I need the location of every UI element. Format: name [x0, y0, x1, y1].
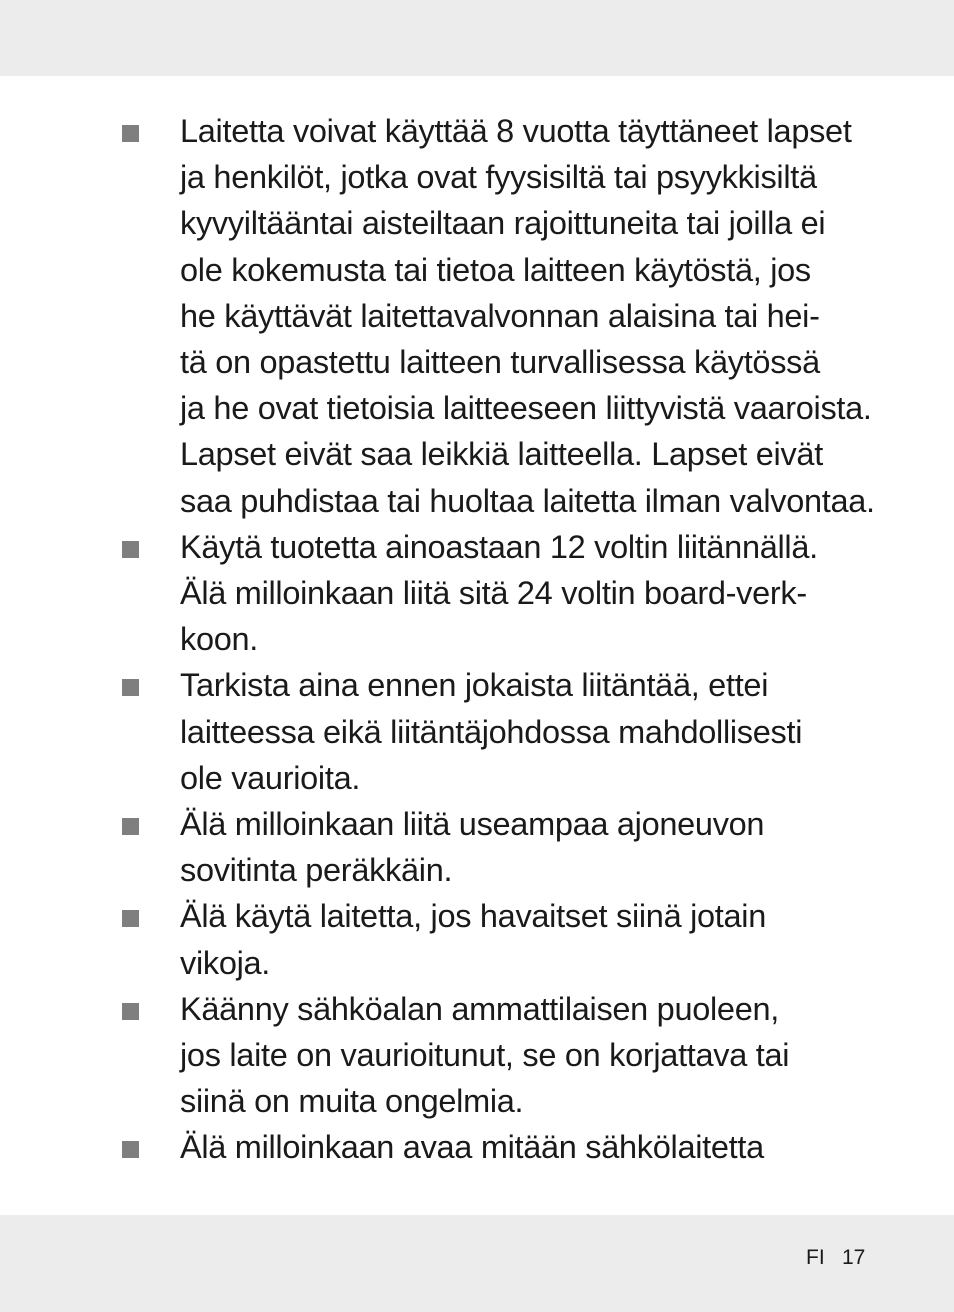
text-line: Käänny sähköalan ammattilaisen puoleen,	[180, 990, 779, 1027]
text-line: siinä on muita ongelmia.	[180, 1083, 524, 1120]
text-line: ja henkilöt, jotka ovat fyysisiltä tai psyykkisiltä	[180, 159, 817, 196]
text-line: laitteessa eikä liitäntäjohdossa mahdollisesti	[180, 713, 803, 750]
list-item	[120, 108, 875, 524]
text-line: koon.	[180, 621, 259, 658]
square-bullet-icon	[122, 1003, 139, 1020]
text-line: ole kokemusta tai tietoa laitteen käytöstä, jos	[180, 251, 811, 288]
list-item	[120, 524, 840, 663]
square-bullet-icon	[122, 125, 139, 142]
square-bullet-icon	[122, 541, 139, 558]
list-item	[120, 662, 840, 801]
text-line: Lapset eivät saa leikkiä laitteella. Lapset eivät	[180, 436, 823, 473]
footer-language: FI	[806, 1246, 825, 1269]
text-line: Älä milloinkaan avaa mitään sähkölaitetta	[180, 1129, 764, 1166]
text-line: sovitinta peräkkäin.	[180, 852, 453, 889]
text-line: tä on opastettu laitteen turvallisessa käytössä	[180, 344, 820, 381]
safety-instructions-list	[120, 108, 875, 1171]
text-line: he käyttävät laitettavalvonnan alaisina tai hei-	[180, 297, 820, 334]
text-line: ja he ovat tietoisia laitteeseen liittyvistä vaaroista.	[180, 390, 872, 427]
list-item	[120, 986, 840, 1125]
square-bullet-icon	[122, 910, 139, 927]
text-line: Käytä tuotetta ainoastaan 12 voltin liitännällä.	[180, 528, 818, 565]
text-line: Laitetta voivat käyttää 8 vuotta täyttäneet lapset	[180, 113, 852, 149]
text-line: Älä milloinkaan liitä sitä 24 voltin board-verk-	[180, 575, 807, 612]
list-item	[120, 801, 840, 893]
text-line: vikoja.	[180, 944, 271, 981]
header-band	[0, 0, 954, 76]
text-line: Älä käytä laitetta, jos havaitset siinä jotain	[180, 898, 766, 935]
text-line: kyvyiltääntai aisteiltaan rajoittuneita tai joilla ei	[180, 205, 826, 242]
list-item	[120, 1124, 840, 1170]
text-line: jos laite on vaurioitunut, se on korjattava tai	[180, 1037, 790, 1074]
text-line: ole vaurioita.	[180, 759, 361, 796]
text-line: Älä milloinkaan liitä useampaa ajoneuvon	[180, 806, 765, 843]
text-line: Tarkista aina ennen jokaista liitäntää, ettei	[180, 667, 769, 704]
square-bullet-icon	[122, 679, 139, 696]
list-item	[120, 893, 840, 985]
page-number: 17	[842, 1246, 866, 1269]
square-bullet-icon	[122, 1141, 139, 1158]
text-line: saa puhdistaa tai huoltaa laitetta ilman valvontaa.	[180, 482, 875, 519]
square-bullet-icon	[122, 818, 139, 835]
